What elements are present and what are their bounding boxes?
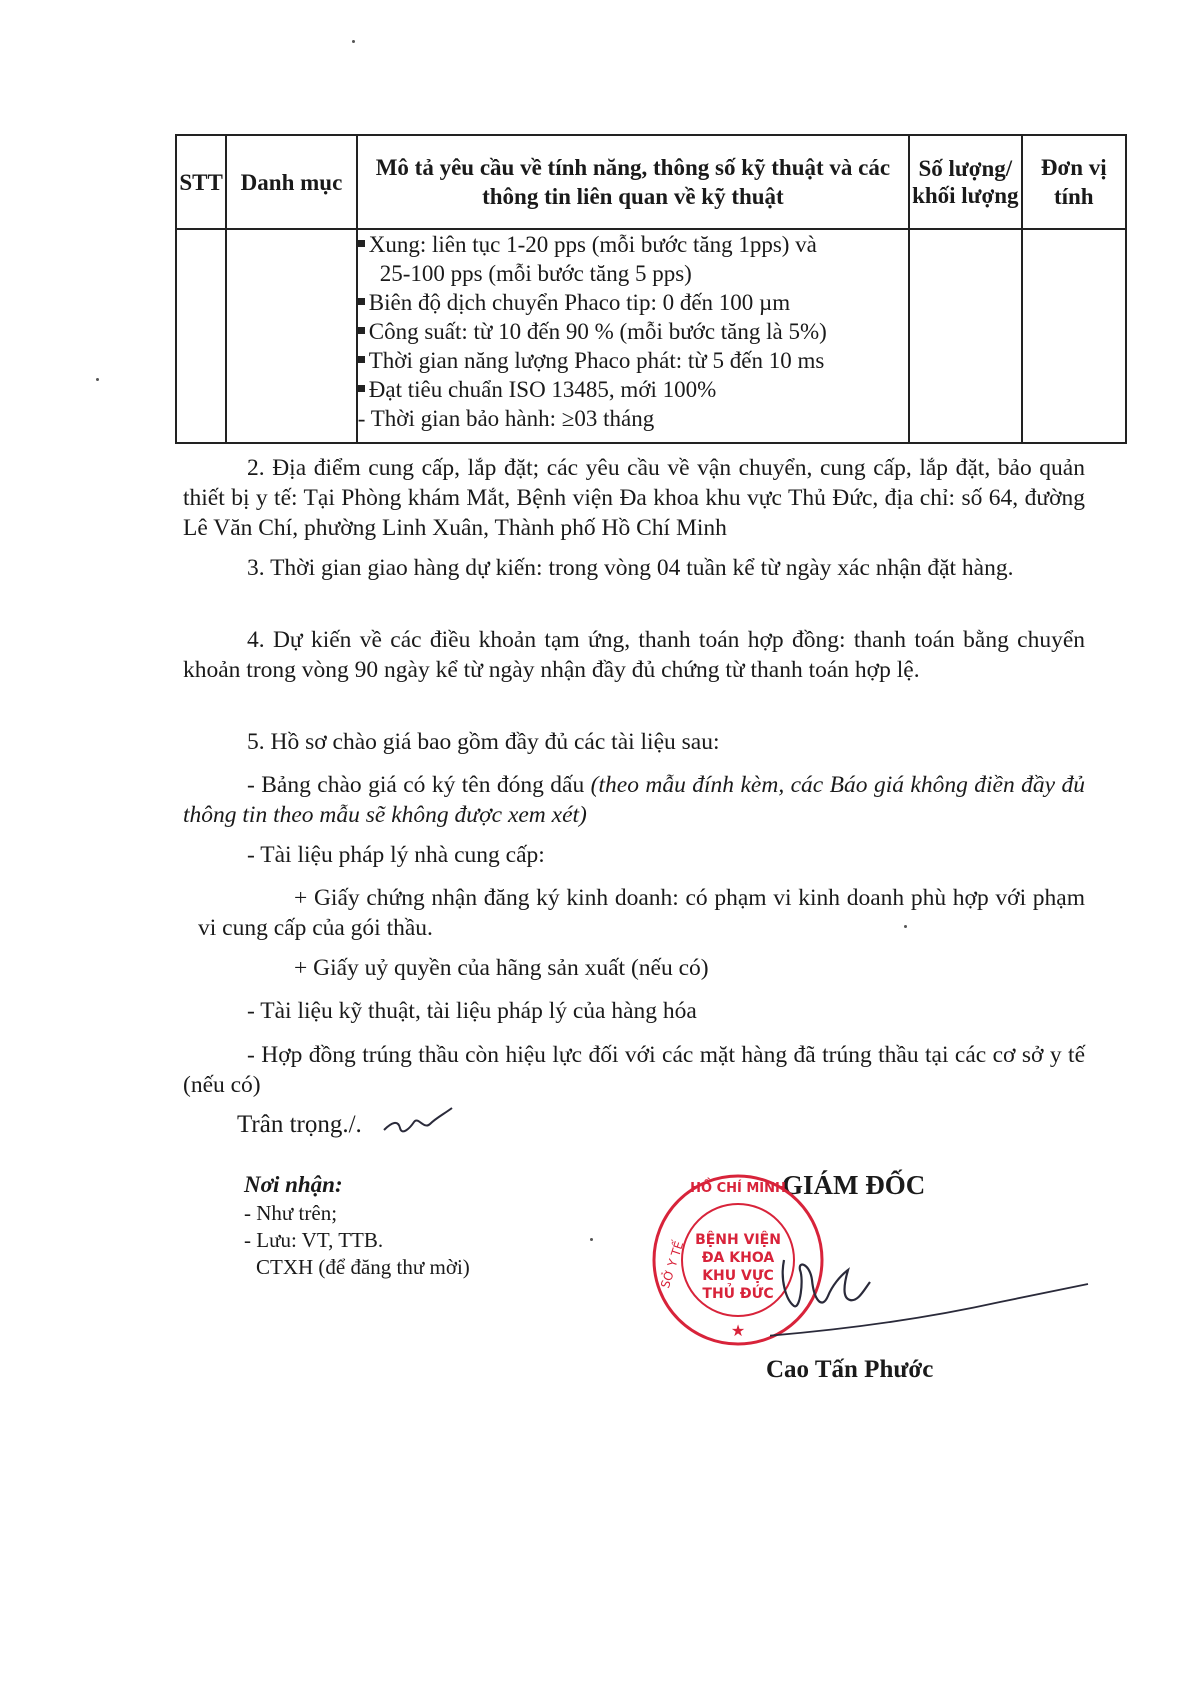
- section-4: 4. Dự kiến về các điều khoản tạm ứng, thanh toán hợp đồng: thanh toán bằng chuyển khoản trong vòng 90 ngày kể từ ngày nhận đầy đủ chứng từ thanh toán hợp lệ.: [183, 627, 1085, 683]
- spec-line: - Thời gian bảo hành: ≥03 tháng: [357, 406, 655, 431]
- svg-text:HỒ CHÍ MINH: HỒ CHÍ MINH: [690, 1181, 786, 1196]
- handwritten-signature-icon: [770, 1240, 1090, 1350]
- header-don-vi: Đơn vị tính: [1022, 135, 1126, 229]
- recipient-item: CTXH (để đăng thư mời): [256, 1255, 470, 1279]
- cell-don-vi: [1022, 229, 1126, 443]
- cell-so-luong: [909, 229, 1021, 443]
- bullet-icon: [358, 327, 365, 334]
- scan-speck: [590, 1238, 593, 1241]
- spec-line: Biên độ dịch chuyển Phaco tip: 0 đến 100 µm: [358, 288, 908, 317]
- section-5b2: + Giấy uỷ quyền của hãng sản xuất (nếu có): [294, 955, 709, 981]
- spec-table: [175, 134, 1127, 444]
- svg-text:BỆNH VIỆN: BỆNH VIỆN: [695, 1232, 781, 1248]
- section-3: 3. Thời gian giao hàng dự kiến: trong vòng 04 tuần kể từ ngày xác nhận đặt hàng.: [247, 555, 1014, 581]
- scan-speck: [96, 378, 99, 381]
- section-5c: - Tài liệu kỹ thuật, tài liệu pháp lý của hàng hóa: [247, 998, 697, 1024]
- signatory-name: Cao Tấn Phước: [766, 1356, 934, 1383]
- section-5d: - Hợp đồng trúng thầu còn hiệu lực đối với các mặt hàng đã trúng thầu tại các cơ sở y tế (nếu có): [183, 1042, 1085, 1098]
- cell-stt: [176, 229, 226, 443]
- section-5a: - Bảng chào giá có ký tên đóng dấu (theo mẫu đính kèm, các Báo giá không điền đầy đủ thông tin theo mẫu sẽ không được xem xét): [183, 772, 1085, 828]
- signatory-role: GIÁM ĐỐC: [782, 1170, 926, 1200]
- initials-mark-icon: [380, 1100, 454, 1144]
- cell-description: [357, 229, 909, 443]
- bullet-icon: [358, 298, 365, 305]
- section-5b: - Tài liệu pháp lý nhà cung cấp:: [247, 842, 545, 868]
- bullet-icon: [358, 356, 365, 363]
- spec-line: Đạt tiêu chuẩn ISO 13485, mới 100%: [358, 375, 908, 404]
- closing-text: Trân trọng./.: [237, 1111, 362, 1138]
- spec-line: Xung: liên tục 1-20 pps (mỗi bước tăng 1pps) và: [358, 230, 908, 259]
- section-5: 5. Hồ sơ chào giá bao gồm đầy đủ các tài liệu sau:: [247, 729, 720, 755]
- section-2: 2. Địa điểm cung cấp, lắp đặt; các yêu cầu về vận chuyển, cung cấp, lắp đặt, bảo quản thiết bị y tế: Tại Phòng khám Mắt, Bệnh viện Đa khoa khu vực Thủ Đức, địa chỉ: số 64, đường Lê Văn Chí, phường Linh Xuân, Thành phố Hồ Chí Minh: [183, 455, 1085, 541]
- cell-danh-muc: [226, 229, 357, 443]
- spec-line: Thời gian năng lượng Phaco phát: từ 5 đến 10 ms: [358, 346, 908, 375]
- header-stt: STT: [176, 135, 226, 229]
- bullet-icon: [358, 240, 365, 247]
- header-so-luong: Số lượng/ khối lượng: [909, 135, 1021, 229]
- header-danh-muc: Danh mục: [226, 135, 357, 229]
- svg-text:KHU VỰC: KHU VỰC: [702, 1268, 774, 1284]
- svg-text:THỦ ĐỨC: THỦ ĐỨC: [702, 1286, 774, 1302]
- svg-text:★: ★: [730, 1321, 746, 1340]
- table-header-row: [176, 135, 1126, 229]
- scan-speck: [904, 925, 907, 928]
- svg-text:SỞ Y TẾ: SỞ Y TẾ: [658, 1239, 687, 1290]
- section-5b1: + Giấy chứng nhận đăng ký kinh doanh: có phạm vi kinh doanh phù hợp với phạm vi cung cấp của gói thầu.: [198, 885, 1085, 941]
- scan-speck: [352, 40, 355, 43]
- spec-line: 25-100 pps (mỗi bước tăng 5 pps): [379, 261, 692, 286]
- recipients-title: Nơi nhận:: [244, 1172, 343, 1197]
- recipient-item: - Lưu: VT, TTB.: [244, 1228, 384, 1252]
- table-row: [176, 229, 1126, 443]
- bullet-icon: [358, 385, 365, 392]
- spec-line: Công suất: từ 10 đến 90 % (mỗi bước tăng là 5%): [358, 317, 908, 346]
- svg-text:ĐA KHOA: ĐA KHOA: [701, 1250, 775, 1266]
- recipient-item: - Như trên;: [244, 1201, 338, 1225]
- header-mo-ta: Mô tả yêu cầu về tính năng, thông số kỹ thuật và các thông tin liên quan về kỹ thuật: [357, 135, 909, 229]
